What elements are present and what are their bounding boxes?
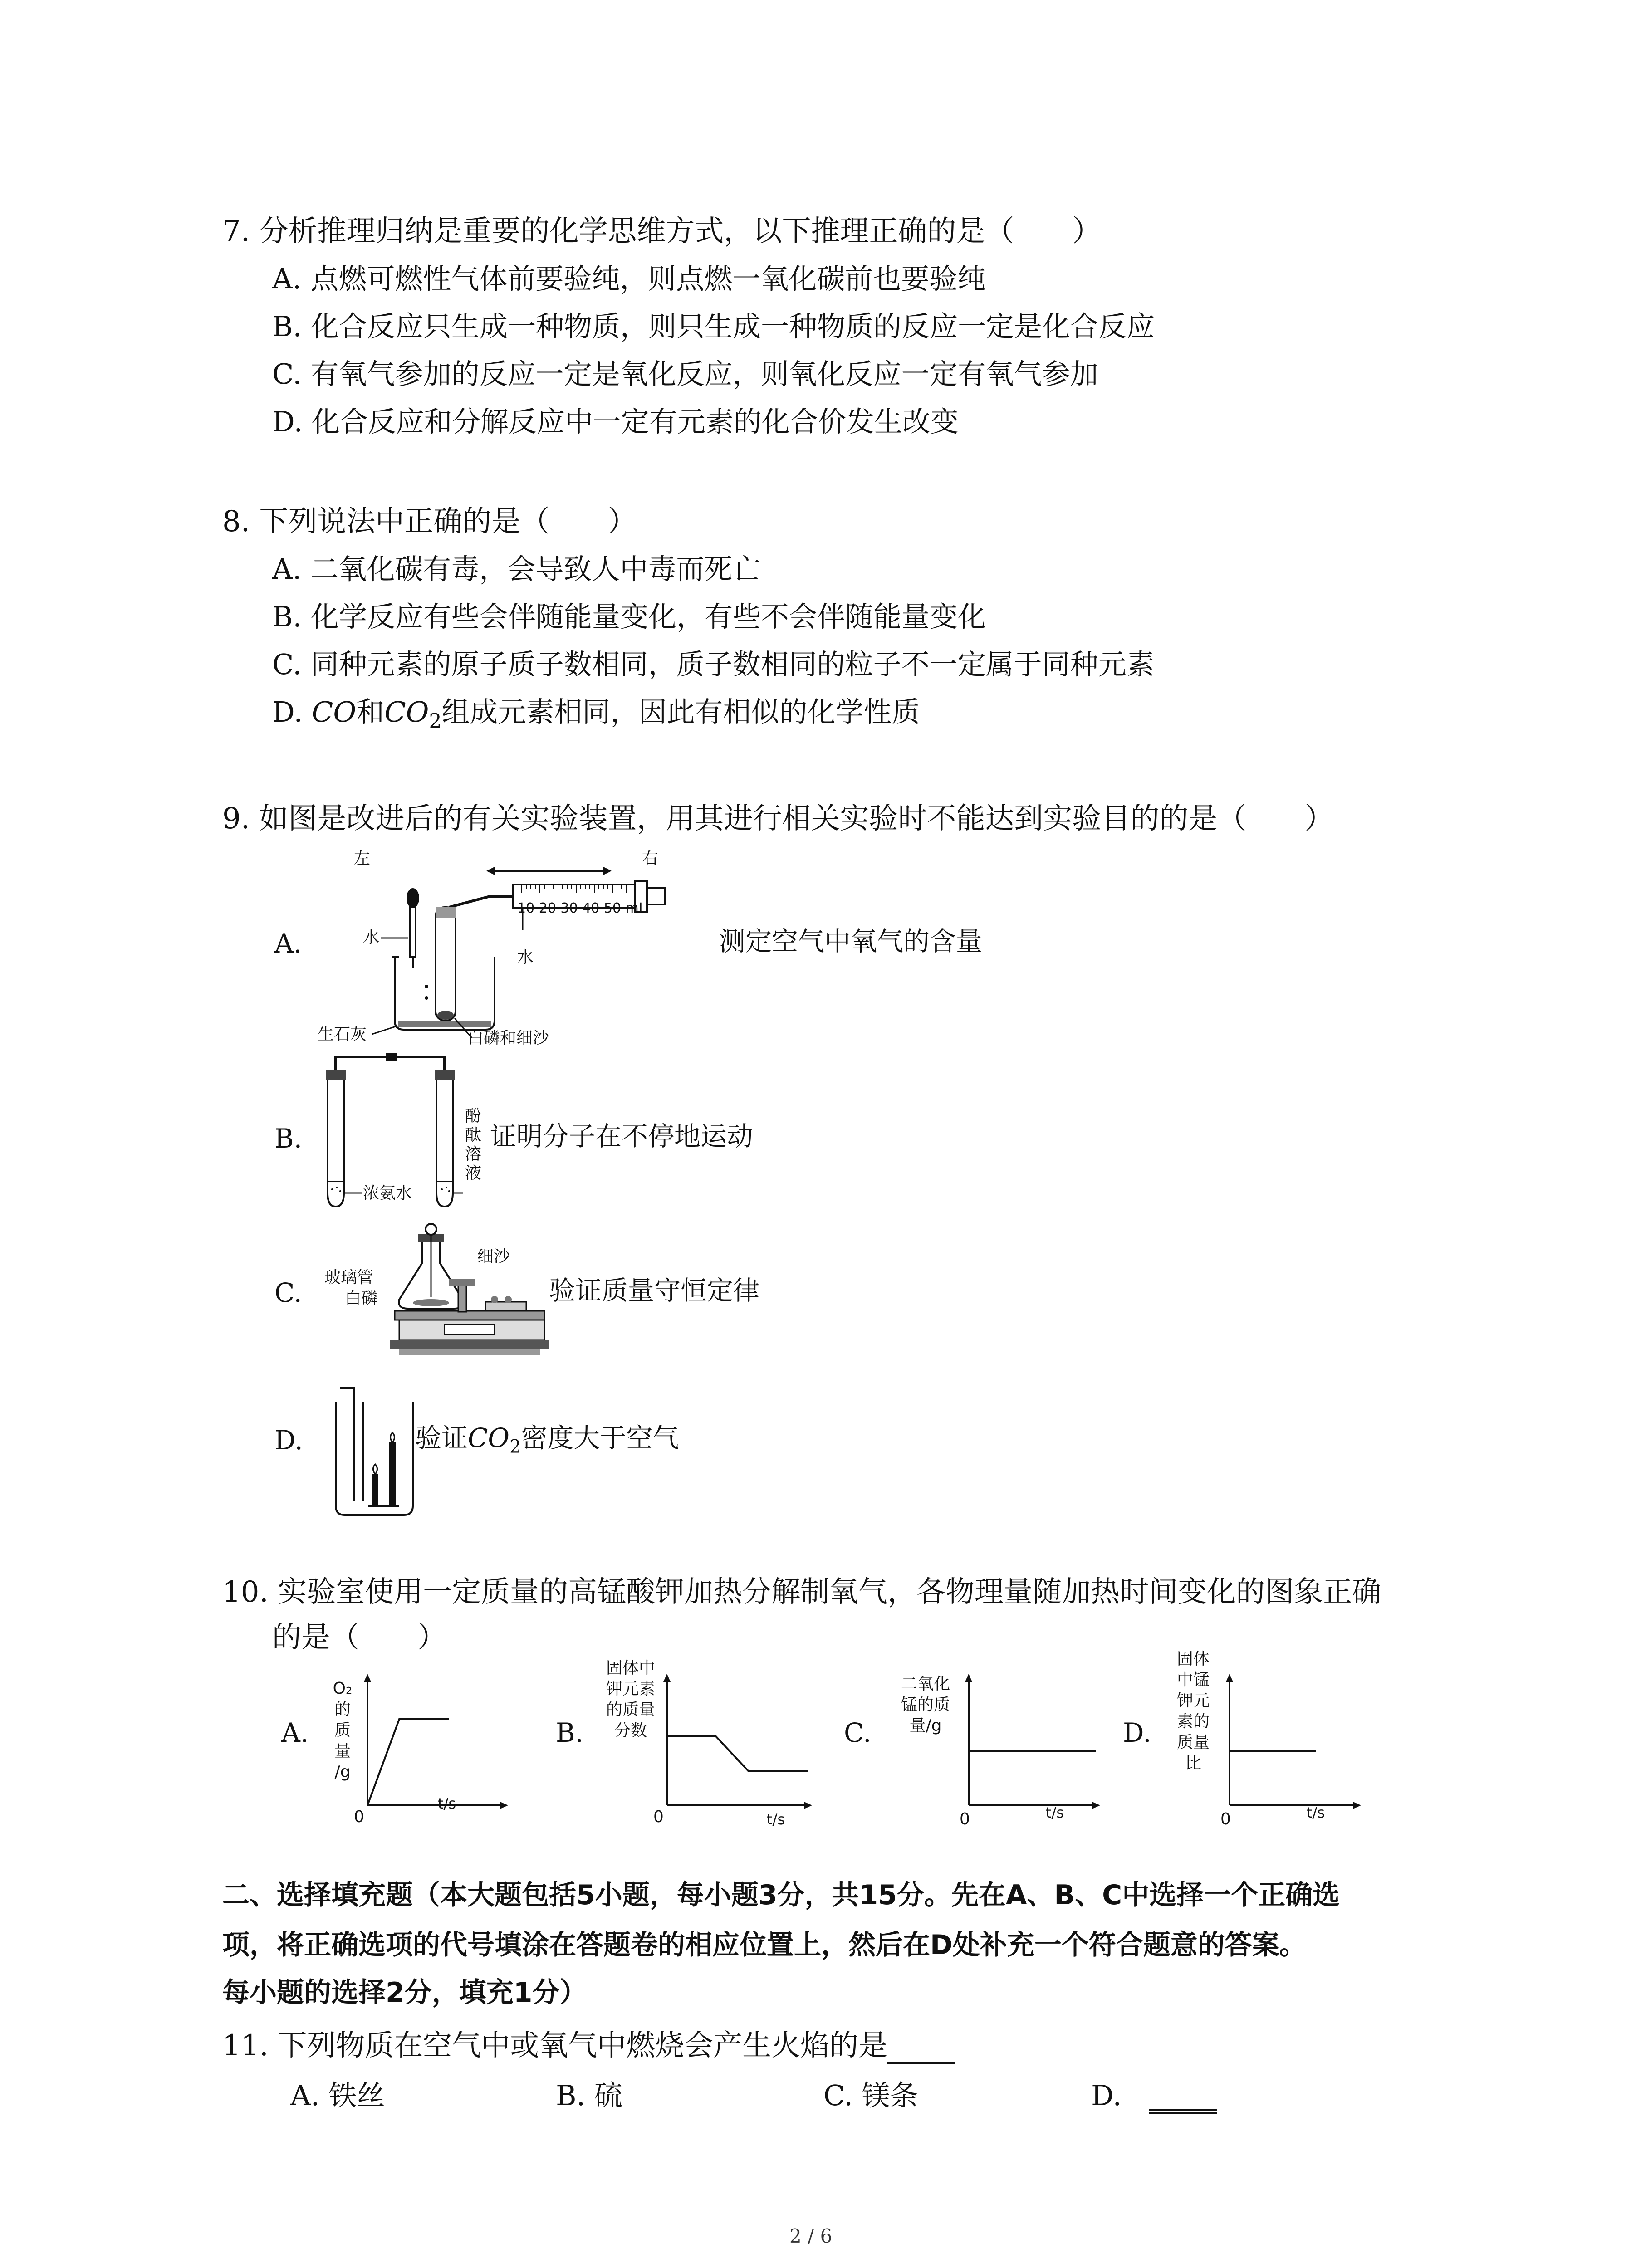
q9-a-lime-label: 生石灰 [318, 1025, 367, 1044]
q10-graph-d-letter: D. [1123, 1717, 1151, 1748]
q7-option-b: B. 化合反应只生成一种物质，则只生成一种物质的反应一定是化合反应 [272, 310, 1155, 343]
q10-graph-a-origin: 0 [354, 1808, 364, 1826]
q10-graph-a-xlabel: t/s [438, 1795, 456, 1812]
q10-graph-b-plot [658, 1674, 821, 1819]
q9-c-desc: 验证质量守恒定律 [549, 1275, 760, 1306]
q11-answer-blank[interactable] [887, 2035, 955, 2064]
q10-graph-b-curve [667, 1736, 808, 1771]
page-number: 2 / 6 [789, 2225, 833, 2247]
q10-graph-c-xlabel: t/s [1046, 1804, 1064, 1821]
q9-a-left-label: 左 [354, 849, 371, 868]
q10-graph-d-xlabel: t/s [1307, 1804, 1325, 1821]
q8-d-text: 组成元素相同，因此有相似的化学性质 [441, 695, 920, 728]
q8-d-letter: D. [272, 695, 312, 728]
q9-c-letter: C. [274, 1277, 302, 1308]
q9-a-phos-label: 白磷和细沙 [467, 1029, 549, 1047]
q8-stem: 8. 下列说法中正确的是（ ） [222, 505, 637, 538]
q10-graph-c-origin: 0 [960, 1810, 970, 1828]
q9-b-desc: 证明分子在不停地运动 [490, 1121, 754, 1152]
q10-graph-a-ylabel: O₂ 的 质 量 /g [333, 1679, 353, 1781]
q11-option-d-letter: D. [1091, 2079, 1122, 2112]
q8-d-formula-co: CO [311, 695, 357, 728]
q8-option-c: C. 同种元素的原子质子数相同，质子数相同的粒子不一定属于同种元素 [272, 648, 1155, 681]
q10-graph-d-ylabel: 固体 中锰 钾元 素的 质量 比 [1176, 1650, 1210, 1773]
q11-stem [222, 2028, 955, 2064]
q9-stem: 9. 如图是改进后的有关实验装置，用其进行相关实验时不能达到实验目的的是（ ） [222, 802, 1334, 836]
q9-a-scale: 10 20 30 40 50 mL [517, 900, 647, 916]
q7-option-d: D. 化合反应和分解反应中一定有元素的化合价发生改变 [272, 405, 959, 438]
q7-option-a: A. 点燃可燃性气体前要验纯，则点燃一氧化碳前也要验纯 [272, 262, 986, 295]
q9-b-phenol-char-3: 溶 [465, 1145, 482, 1163]
q10-graph-a-letter: A. [281, 1717, 309, 1748]
q9-d-desc-prefix: 验证 [415, 1422, 468, 1453]
q9-c-tube-label: 玻璃管 [324, 1268, 374, 1287]
q7-option-c: C. 有氧气参加的反应一定是氧化反应，则氧化反应一定有氧气参加 [272, 357, 1098, 391]
q10-graph-b-letter: B. [556, 1717, 584, 1748]
q9-b-letter: B. [274, 1123, 303, 1154]
q9-b-phenol-char-2: 酞 [465, 1126, 482, 1144]
q9-b-phenol-char-4: 液 [465, 1164, 482, 1183]
q9-a-letter: A. [274, 928, 302, 959]
q8-d-subscript: 2 [429, 709, 442, 733]
q10-graph-c-plot [960, 1674, 1109, 1819]
q9-b-phenol-char-1: 酚 [465, 1107, 482, 1125]
q9-d-formula-co2: CO [468, 1422, 509, 1453]
q9-a-water-label-1: 水 [363, 928, 380, 947]
q9-c-phos-label: 白磷 [345, 1289, 378, 1308]
q9-c-apparatus [390, 1220, 554, 1374]
q10-graph-b-xlabel: t/s [767, 1811, 785, 1828]
q9-d-apparatus [318, 1383, 417, 1520]
q9-a-desc: 测定空气中氧气的含量 [719, 926, 983, 957]
q8-d-and: 和 [356, 695, 385, 728]
q9-d-letter: D. [274, 1425, 303, 1456]
q9-d-desc-rest: 密度大于空气 [521, 1422, 679, 1453]
q11-option-b: B. 硫 [556, 2079, 622, 2112]
q10-graph-a-curve [367, 1719, 449, 1805]
q10-graph-c-ylabel: 二氧化 锰的质 量/g [901, 1675, 950, 1735]
section2-header-line2: 项，将正确选项的代号填涂在答题卷的相应位置上，然后在D处补充一个符合题意的答案。 [222, 1929, 1307, 1961]
q9-b-phenol-label [465, 1107, 481, 1183]
q9-a-water-label-2: 水 [517, 948, 534, 967]
section2-header-line3: 每小题的选择2分，填充1分） [222, 1977, 587, 2009]
q8-d-formula-co2: CO [384, 695, 429, 728]
q8-option-b: B. 化学反应有些会伴随能量变化，有些不会伴随能量变化 [272, 600, 986, 633]
q10-graph-d-origin: 0 [1220, 1810, 1231, 1828]
q11-option-d-blank[interactable] [1149, 2084, 1217, 2114]
q9-c-sand-label: 细沙 [477, 1247, 510, 1266]
q11-option-c: C. 镁条 [823, 2079, 918, 2112]
q10-graph-a-plot [358, 1674, 513, 1819]
q10-graph-b-ylabel: 固体中 钾元素 的质量 分数 [606, 1659, 655, 1740]
q9-d-desc [415, 1422, 679, 1463]
q7-stem: 7. 分析推理归纳是重要的化学思维方式，以下推理正确的是（ ） [222, 215, 1102, 248]
q9-a-right-label: 右 [642, 849, 659, 868]
q8-option-d [272, 694, 920, 739]
q9-a-apparatus [354, 839, 726, 1043]
q10-graph-d-plot [1220, 1674, 1370, 1819]
q9-b-ammonia-label: 浓氨水 [363, 1184, 412, 1202]
q11-option-a: A. 铁丝 [290, 2079, 385, 2112]
q10-stem-line2: 的是（ ） [272, 1621, 446, 1654]
q10-graph-b-origin: 0 [653, 1808, 664, 1826]
q10-stem-line1: 10. 实验室使用一定质量的高锰酸钾加热分解制氧气，各物理量随加热时间变化的图象正确 [222, 1575, 1381, 1609]
q8-option-a: A. 二氧化碳有毒，会导致人中毒而死亡 [272, 552, 761, 586]
q10-graph-c-letter: C. [844, 1717, 872, 1748]
q11-option-d [1091, 2077, 1217, 2114]
q9-d-subscript: 2 [509, 1436, 521, 1457]
section2-header-line1: 二、选择填充题（本大题包括5小题，每小题3分，共15分。先在A、B、C中选择一个正确选 [222, 1879, 1340, 1911]
q11-stem-text: 11. 下列物质在空气中或氧气中燃烧会产生火焰的是 [222, 2029, 888, 2063]
